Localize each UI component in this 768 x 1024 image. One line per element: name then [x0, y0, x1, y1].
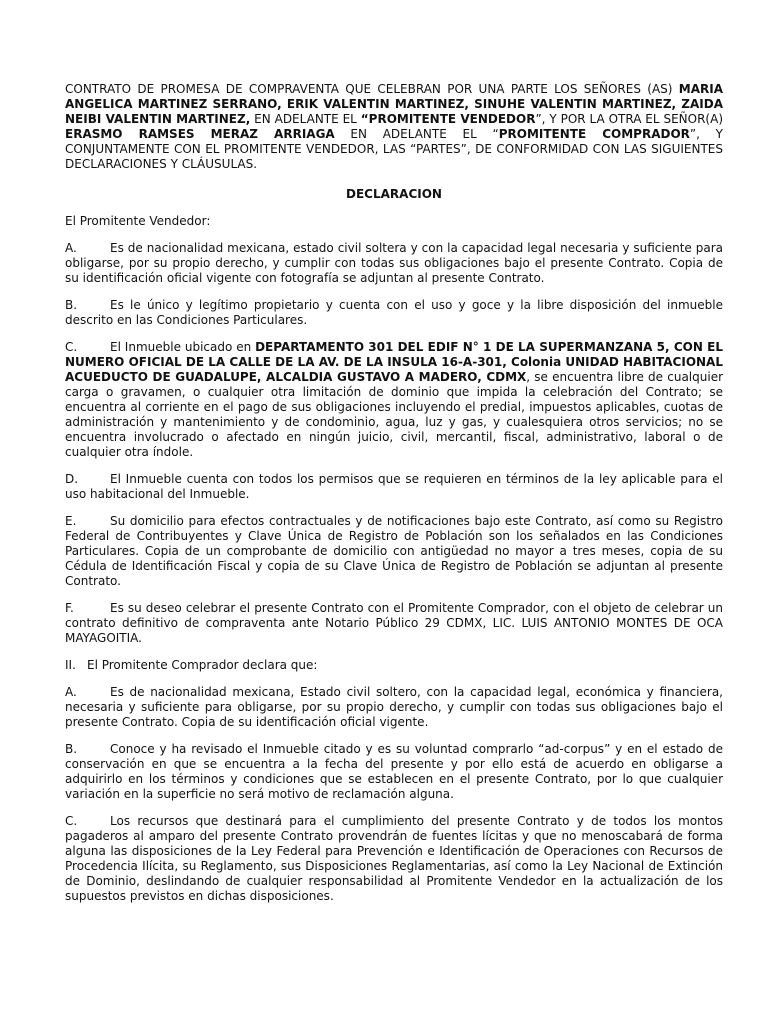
intro-text-3: ”, Y POR LA OTRA EL SEÑOR(A): [535, 112, 724, 126]
item-text: Es de nacionalidad mexicana, estado civil soltera y con la capacidad legal necesaria y suficiente para obligarse, por su propio derecho, y cumplir con todas sus obligaciones bajo el presente Contrato. Copia de su identificación oficial vigente con fotografía se adjuntan al presente Contrato.: [65, 241, 723, 285]
item-text-cont: , se encuentra libre de cualquier carga o gravamen, o cualquier otra limitación de dominio que impida la celebración del Contrato; se encuentra al corriente en el pago de sus obligaciones incluyendo el predial, impuestos aplicables, cuotas de administración y mantenimiento y de condominio, agua, luz y gas, y cualesquiera otros servicios; no se encuentra involucrado o afectado en ningún juicio, civil, mercantil, fiscal, administrativo, laboral o de cualquier otra índole.: [65, 370, 724, 459]
buyer-declaration-a: [65, 685, 723, 730]
item-marker: C.: [65, 814, 78, 828]
item-marker: B.: [65, 742, 78, 756]
item-text: Es de nacionalidad mexicana, Estado civil soltero, con la capacidad legal, económica y financiera, necesaria y suficiente para obligarse, por su propio derecho, y cumplir con todas sus obligaciones bajo el presente Contrato. Copia de su identificación oficial vigente.: [65, 685, 723, 729]
contract-intro-paragraph: [65, 82, 723, 172]
vendor-declaration-c: [65, 340, 723, 460]
property-address: DEPARTAMENTO 301 DEL EDIF N° 1 DE LA SUPERMANZANA 5, CON EL NUMERO OFICIAL DE LA CALLE DE LA AV. DE LA INSULA 16-A-301, Colonia UNIDAD HABITACIONAL ACUEDUCTO DE GUADALUPE, ALCALDIA GUSTAVO A MADERO, CDMX: [65, 340, 723, 384]
buyer-role-term: PROMITENTE COMPRADOR: [498, 127, 690, 141]
buyer-section-label: [65, 658, 723, 673]
vendor-declaration-b: [65, 298, 723, 328]
intro-text-5: ”, Y CONJUNTAMENTE CON EL PROMITENTE VENDEDOR, LAS “PARTES”, DE CONFORMIDAD CON LAS SIGUIENTES DECLARACIONES Y CLÁUSULAS.: [65, 127, 723, 171]
buyer-declaration-c: [65, 814, 723, 904]
intro-text-1: CONTRATO DE PROMESA DE COMPRAVENTA QUE CELEBRAN POR UNA PARTE LOS SEÑORES (AS): [65, 82, 679, 96]
item-marker: A.: [65, 241, 77, 255]
section-heading: DECLARACION: [346, 187, 442, 201]
item-marker: F.: [65, 601, 74, 615]
item-marker: C.: [65, 340, 78, 354]
buyer-declaration-b: [65, 742, 723, 802]
item-text: Es su deseo celebrar el presente Contrato con el Promitente Comprador, con el objeto de celebrar un contrato definitivo de compraventa ante Notario Público 29 CDMX, LIC. LUIS ANTONIO MONTES DE OCA MAYAGOITIA.: [65, 601, 723, 645]
intro-text-2: EN ADELANTE EL: [250, 112, 361, 126]
seller-names: MARIA ANGELICA MARTINEZ SERRANO, ERIK VALENTIN MARTINEZ, SINUHE VALENTIN MARTINEZ, ZAIDA NEIBI VALENTIN MARTINEZ,: [65, 82, 723, 126]
item-marker: D.: [65, 472, 79, 486]
buyer-name: ERASMO RAMSES MERAZ ARRIAGA: [65, 127, 335, 141]
intro-text-4: EN ADELANTE EL “: [334, 127, 499, 141]
item-text: Su domicilio para efectos contractuales y de notificaciones bajo este Contrato, así como su Registro Federal de Contribuyentes y Clave Única de Registro de Población son los señalados en las Condiciones Particulares. Copia de un comprobante de domicilio con antigüedad no mayor a tres meses, copia de su Cédula de Identificación Fiscal y copia de su Clave Única de Registro de Población se adjuntan al presente Contrato.: [65, 514, 723, 588]
vendor-declaration-e: [65, 514, 723, 589]
vendor-declaration-f: [65, 601, 723, 646]
item-text: Es le único y legítimo propietario y cuenta con el uso y goce y la libre disposición del inmueble descrito en las Condiciones Particulares.: [65, 298, 723, 327]
section-marker: II.: [65, 658, 76, 672]
section-label-text: El Promitente Comprador declara que:: [87, 658, 318, 672]
item-text: Conoce y ha revisado el Inmueble citado y es su voluntad comprarlo “ad-corpus” y en el estado de conservación en que se encuentra a la fecha del presente y por ello está de acuerdo en obligarse a adquirirlo en los términos y condiciones que se establecen en el presente Contrato, por lo que cualquier variación en la superficie no será motivo de reclamación alguna.: [65, 742, 723, 801]
vendor-declaration-d: [65, 472, 723, 502]
vendor-declaration-a: [65, 241, 723, 286]
item-marker: E.: [65, 514, 77, 528]
item-text: El Inmueble cuenta con todos los permisos que se requieren en términos de la ley aplicable para el uso habitacional del Inmueble.: [65, 472, 723, 501]
vendor-section-label: El Promitente Vendedor:: [65, 214, 211, 228]
item-text: El Inmueble ubicado en: [110, 340, 256, 354]
item-marker: A.: [65, 685, 77, 699]
item-marker: B.: [65, 298, 78, 312]
seller-role-term: “PROMITENTE VENDEDOR: [360, 112, 536, 126]
item-text: Los recursos que destinará para el cumplimiento del presente Contrato y de todos los montos pagaderos al amparo del presente Contrato provendrán de fuentes lícitas y que no menoscabará de forma alguna las disposiciones de la Ley Federal para Prevención e Identificación de Operaciones con Recursos de Procedencia Ilícita, su Reglamento, sus Disposiciones Reglamentarias, así como la Ley Nacional de Extinción de Dominio, deslindando de cualquier responsabilidad al Promitente Vendedor en la actualización de los supuestos previstos en dichas disposiciones.: [65, 814, 723, 903]
